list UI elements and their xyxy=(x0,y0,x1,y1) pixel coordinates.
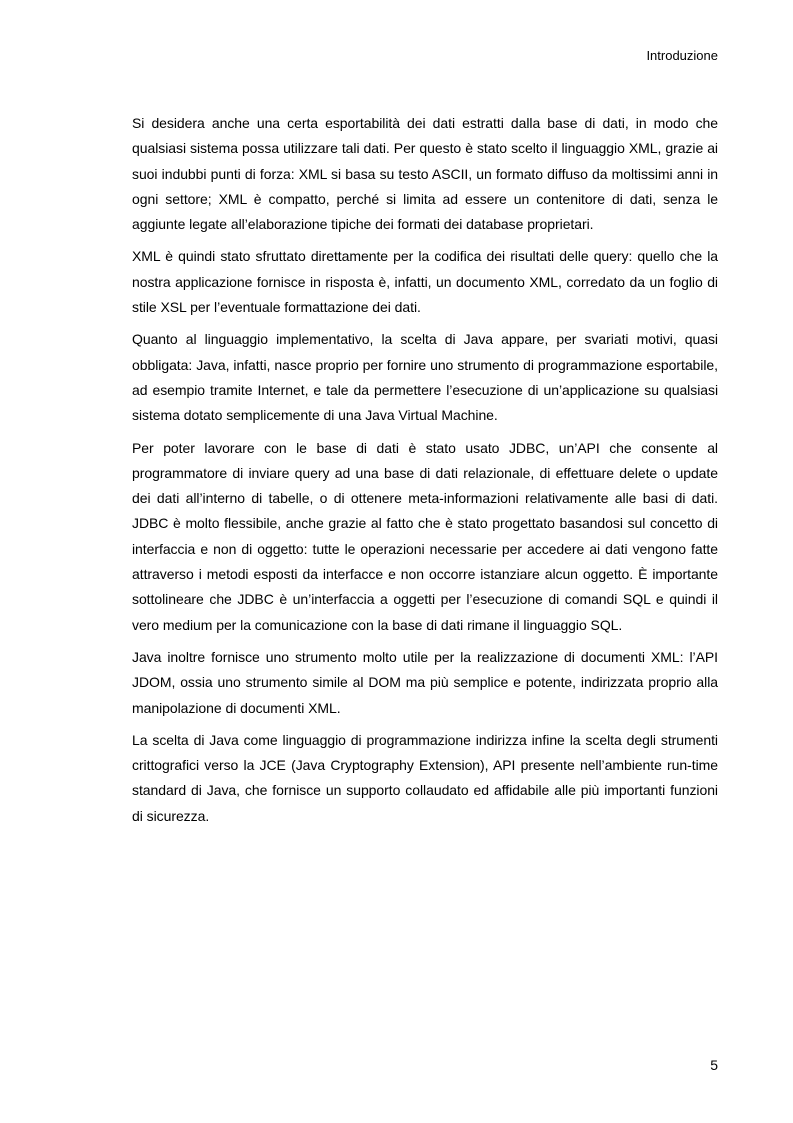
body-text xyxy=(132,111,718,836)
running-header: Introduzione xyxy=(646,48,718,63)
paragraph-xml-export: Si desidera anche una certa esportabilità dei dati estratti dalla base di dati, in modo che qualsiasi sistema possa utilizzare tali dati. Per questo è stato scelto il linguaggio XML, grazie ai suoi indubbi punti di forza: XML si basa su testo ASCII, un formato diffuso da moltissimi anni in ogni settore; XML è compatto, perché si limita ad essere un contenitore di dati, senza le aggiunte legate all’elaborazione tipiche dei formati dei database proprietari. xyxy=(132,115,718,233)
paragraph-jdbc: Per poter lavorare con le base di dati è stato usato JDBC, un’API che consente al programmatore di inviare query ad una base di dati relazionale, di effettuare delete o update dei dati all’interno di tabelle, o di ottenere meta-informazioni relativamente alle basi di dati. JDBC è molto flessibile, anche grazie al fatto che è stato progettato basandosi sul concetto di interfaccia e non di oggetto: tutte le operazioni necessarie per accedere ai dati vengono fatte attraverso i metodi esposti da interfacce e non occorre istanziare alcun oggetto. È importante sottolineare che JDBC è un’interfaccia a oggetti per l’esecuzione di comandi SQL e quindi il vero medium per la comunicazione con la base di dati rimane il linguaggio SQL. xyxy=(132,439,718,633)
paragraph-jdom: Java inoltre fornisce uno strumento molto utile per la realizzazione di documenti XML: l’API JDOM, ossia uno strumento simile al DOM ma più semplice e potente, indirizzata proprio alla manipolazione di documenti XML. xyxy=(132,648,718,716)
paragraph-xml-query-results: XML è quindi stato sfruttato direttamente per la codifica dei risultati delle query: quello che la nostra applicazione fornisce in risposta è, infatti, un documento XML, corredato da un foglio di stile XSL per l’eventuale formattazione dei dati. xyxy=(132,248,718,316)
paragraph-jce: La scelta di Java come linguaggio di programmazione indirizza infine la scelta degli strumenti crittografici verso la JCE (Java Cryptography Extension), API presente nell’ambiente run-time standard di Java, che fornisce un supporto collaudato ed affidabile alle più importanti funzioni di sicurezza. xyxy=(132,731,718,824)
paragraph-java-choice: Quanto al linguaggio implementativo, la scelta di Java appare, per svariati motivi, quasi obbligata: Java, infatti, nasce proprio per fornire uno strumento di programmazione esportabile, ad esempio tramite Internet, e tale da permettere l’esecuzione di un’applicazione su qualsiasi sistema dotato semplicemente di una Java Virtual Machine. xyxy=(132,331,718,424)
page-number: 5 xyxy=(710,1057,718,1073)
